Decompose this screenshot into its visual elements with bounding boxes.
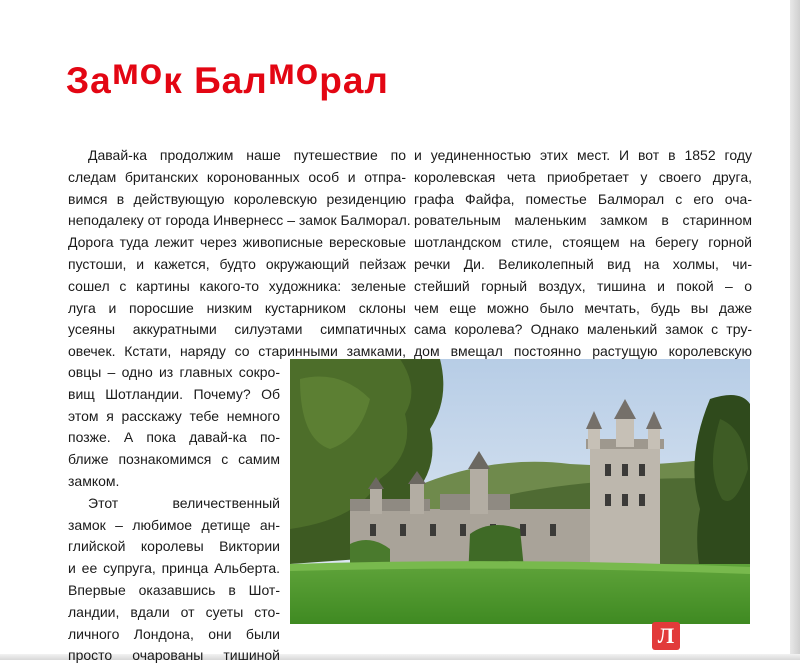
text-line: сама королева? Однако маленький замок с тру- (414, 321, 752, 338)
text-line: замок – любимое детище ан- (68, 516, 280, 533)
text-line: ландии, вдали от суеты сто- (68, 603, 280, 620)
text-line: и ее супруга, принца Альберта. (68, 560, 280, 577)
text-line: Впервые оказавшись в Шот- (68, 581, 280, 598)
text-line: ровательным маленьким замком в старинном (414, 212, 752, 229)
text-line: личного Лондона, они были (68, 625, 280, 642)
text-line: королевская чета приобретает у своего друга, (414, 168, 752, 185)
text-line: овечек. Кстати, наряду со старинными замками, (68, 343, 406, 360)
text-line: графа Файфа, поместье Балморал с его оча- (414, 190, 752, 207)
text-line: вищ Шотландии. Почему? Об (68, 385, 280, 402)
text-line: усеяны аккуратными силуэтами симпатичных (68, 321, 406, 338)
text-line: Давай-ка продолжим наше путешествие по (88, 147, 406, 163)
text-column-left-wrap (68, 362, 280, 667)
text-line: позже. А пока давай-ка по- (68, 429, 280, 446)
text-line: просто очарованы тишиной (68, 647, 280, 664)
text-line: вимся в действующую королевскую резиденцию (68, 190, 406, 207)
text-line: Этот величественный (88, 494, 280, 511)
text-line: следам британских коронованных особ и отпра- (68, 168, 406, 185)
text-line: неподалеку от города Инвернесс – замок Балморал. (68, 212, 411, 229)
text-line: луга и поросшие низким кустарником склоны (68, 299, 406, 316)
text-line: дом вмещал постоянно растущую королевскую (414, 343, 752, 360)
text-line: шотландском стиле, стоящем на берегу горной (414, 234, 752, 251)
text-line: ближе познакомимся с самим (68, 451, 280, 468)
text-line: замком. (68, 472, 120, 489)
text-line: Дорога туда лежит через живописные вересковые (68, 234, 406, 251)
text-line: и уединенностью этих мест. И вот в 1852 году (414, 147, 752, 163)
text-column-left (68, 145, 411, 363)
text-line: чем еще можно было мечтать, будь вы даже (414, 299, 752, 316)
page-title: Замок Балморал (66, 51, 389, 101)
text-line: овцы – одно из главных сокро- (68, 364, 280, 380)
text-column-right (414, 145, 752, 363)
publisher-logo: Л (652, 622, 680, 650)
text-line: этом я расскажу тебе немного (68, 407, 280, 424)
text-line: глийской королевы Виктории (68, 538, 280, 555)
balmoral-castle-photo (290, 359, 750, 624)
text-line: сошел с картины какого-то художника: зеленые (68, 277, 406, 294)
text-line: стейший горный воздух, тишина и покой – о (414, 277, 752, 294)
page-edge (790, 0, 800, 660)
text-line: речки Ди. Великолепный вид на холмы, чи- (414, 255, 752, 272)
text-line: пустоши, и кажется, будто окружающий пейзаж (68, 255, 406, 272)
